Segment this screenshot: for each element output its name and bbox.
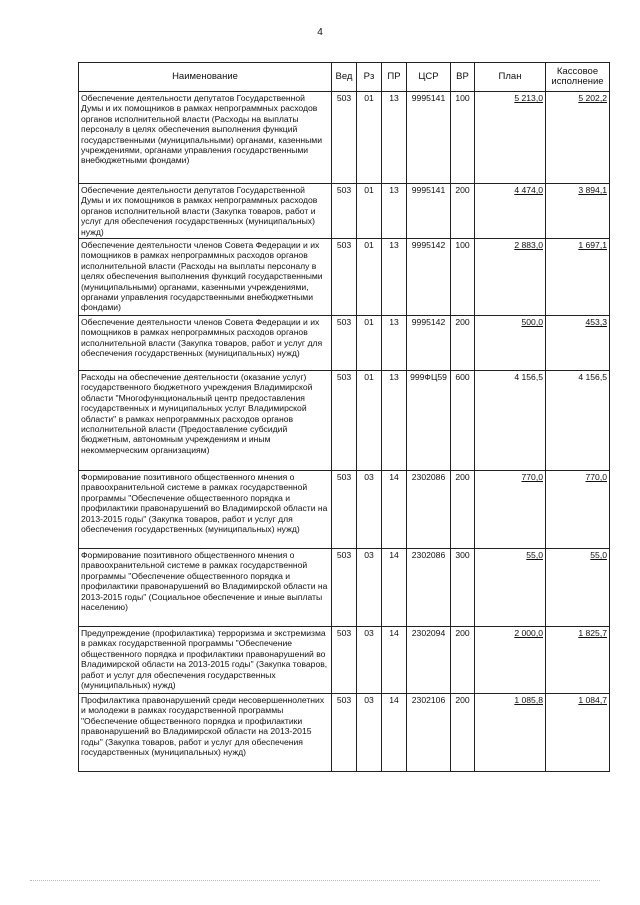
row-rz: 01 (357, 316, 382, 371)
row-kass (546, 549, 610, 627)
table-row (79, 371, 610, 471)
row-kass (546, 239, 610, 316)
header-pr: ПР (382, 63, 407, 92)
row-vr: 100 (451, 239, 475, 316)
row-pr: 13 (382, 184, 407, 239)
row-kass-value: 770,0 (585, 472, 607, 483)
row-name: Обеспечение деятельности членов Совета Федерации и их помощников в рамках непрограммных расходов органов исполнительной власти (Расходы на выплаты персоналу в целях обеспечения выполнения функций государственными (муниципальными) органами, казенными учреждениями, органами управления государственными внебюджетными фондами) (79, 239, 332, 316)
row-vr: 600 (451, 371, 475, 471)
row-ved: 503 (332, 627, 357, 694)
row-pr: 13 (382, 316, 407, 371)
row-kass (546, 694, 610, 772)
row-pr: 14 (382, 694, 407, 772)
row-name: Предупреждение (профилактика) терроризма и экстремизма в рамках государственной программы "Обеспечение общественного порядка и профилактики правонарушений во Владимирской области на 2013-2015 годы" (Закупка товаров, работ и услуг для обеспечения государственных (муниципальных) нужд) (79, 627, 332, 694)
row-name: Обеспечение деятельности депутатов Государственной Думы и их помощников в рамках непрограммных расходов органов исполнительной власти (Закупка товаров, работ и услуг для обеспечения государственных (муниципальных) нужд) (79, 184, 332, 239)
row-ved: 503 (332, 471, 357, 549)
row-csr: 2302086 (407, 549, 451, 627)
row-name: Формирование позитивного общественного мнения о правоохранительной системе в рамках государственной программы "Обеспечение общественного порядка и профилактики правонарушений во Владимирской области на 2013-2015 годы" (Закупка товаров, работ и услуг для обеспечения государственных (муниципальных) нужд) (79, 471, 332, 549)
row-ved: 503 (332, 239, 357, 316)
table-row (79, 184, 610, 239)
row-csr: 2302086 (407, 471, 451, 549)
table-row (79, 627, 610, 694)
row-plan-value: 500,0 (521, 317, 543, 328)
row-vr: 300 (451, 549, 475, 627)
row-kass (546, 92, 610, 184)
row-plan-value: 2 883,0 (514, 240, 543, 251)
row-csr: 9995142 (407, 316, 451, 371)
row-kass (546, 371, 610, 471)
table-row (79, 549, 610, 627)
row-kass (546, 184, 610, 239)
row-kass-value: 453,3 (585, 317, 607, 328)
row-name: Профилактика правонарушений среди несовершеннолетних и молодежи в рамках государственной программы "Обеспечение общественного порядка и профилактики правонарушений во Владимирской области на 2013-2015 годы" (Закупка товаров, работ и услуг для обеспечения государственных (муниципальных) нужд) (79, 694, 332, 772)
header-rz: Рз (357, 63, 382, 92)
row-kass-value: 5 202,2 (578, 93, 607, 103)
header-name: Наименование (79, 63, 332, 92)
row-plan-value: 4 156,5 (514, 372, 543, 383)
row-kass (546, 316, 610, 371)
row-ved: 503 (332, 371, 357, 471)
row-ved: 503 (332, 316, 357, 371)
row-vr: 200 (451, 184, 475, 239)
row-plan-value: 5 213,0 (514, 93, 543, 103)
row-pr: 13 (382, 92, 407, 184)
row-rz: 01 (357, 371, 382, 471)
row-kass (546, 627, 610, 694)
row-name: Обеспечение деятельности членов Совета Федерации и их помощников в рамках непрограммных расходов органов исполнительной власти (Закупка товаров, работ и услуг для обеспечения государственных (муниципальных) нужд) (79, 316, 332, 371)
row-plan-value: 770,0 (521, 472, 543, 483)
row-kass-value: 4 156,5 (578, 372, 607, 383)
header-kass: Кассовое исполнение (546, 63, 610, 92)
header-plan: План (475, 63, 546, 92)
row-ved: 503 (332, 694, 357, 772)
row-pr: 14 (382, 627, 407, 694)
row-kass-value: 1 084,7 (578, 695, 607, 706)
row-ved: 503 (332, 549, 357, 627)
row-pr: 14 (382, 549, 407, 627)
header-ved: Вед (332, 63, 357, 92)
page-number: 4 (317, 27, 323, 38)
row-plan (475, 471, 546, 549)
row-plan-value: 55,0 (526, 550, 543, 561)
row-plan (475, 184, 546, 239)
row-rz: 03 (357, 627, 382, 694)
row-plan (475, 694, 546, 772)
row-rz: 01 (357, 92, 382, 184)
row-csr: 9995142 (407, 239, 451, 316)
row-kass-value: 3 894,1 (578, 185, 607, 195)
row-name: Формирование позитивного общественного мнения о правоохранительной системе в рамках государственной программы "Обеспечение общественного порядка и профилактики правонарушений во Владимирской области на 2013-2015 годы" (Социальное обеспечение и иные выплаты населению) (79, 549, 332, 627)
row-kass-value: 1 697,1 (578, 240, 607, 251)
row-vr: 200 (451, 694, 475, 772)
row-name: Обеспечение деятельности депутатов Государственной Думы и их помощников в рамках непрограммных расходов органов исполнительной власти (Расходы на выплаты персоналу в целях обеспечения выполнения функций государственными (муниципальными) органами, казенными учреждениями, органами управления государственными внебюджетными фондами) (79, 92, 332, 184)
row-rz: 03 (357, 694, 382, 772)
row-plan-value: 2 000,0 (514, 628, 543, 639)
row-plan (475, 627, 546, 694)
row-plan (475, 92, 546, 184)
row-csr: 999ФЦ59 (407, 371, 451, 471)
header-csr: ЦСР (407, 63, 451, 92)
table-row (79, 316, 610, 371)
row-plan (475, 549, 546, 627)
row-kass-value: 1 825,7 (578, 628, 607, 639)
row-pr: 14 (382, 471, 407, 549)
scan-artifact-line (30, 880, 600, 881)
table-row (79, 694, 610, 772)
header-vr: ВР (451, 63, 475, 92)
row-csr: 9995141 (407, 92, 451, 184)
row-plan-value: 4 474,0 (514, 185, 543, 195)
row-ved: 503 (332, 92, 357, 184)
row-csr: 2302106 (407, 694, 451, 772)
row-kass (546, 471, 610, 549)
row-rz: 03 (357, 471, 382, 549)
budget-table (78, 62, 610, 772)
row-kass-value: 55,0 (590, 550, 607, 561)
row-vr: 200 (451, 471, 475, 549)
row-csr: 2302094 (407, 627, 451, 694)
row-rz: 03 (357, 549, 382, 627)
row-pr: 13 (382, 371, 407, 471)
row-vr: 200 (451, 316, 475, 371)
table-row (79, 239, 610, 316)
row-plan (475, 239, 546, 316)
row-vr: 200 (451, 627, 475, 694)
table-row (79, 92, 610, 184)
row-rz: 01 (357, 184, 382, 239)
row-rz: 01 (357, 239, 382, 316)
row-pr: 13 (382, 239, 407, 316)
table-row (79, 471, 610, 549)
row-csr: 9995141 (407, 184, 451, 239)
row-plan (475, 316, 546, 371)
row-plan (475, 371, 546, 471)
row-plan-value: 1 085,8 (514, 695, 543, 706)
row-name: Расходы на обеспечение деятельности (оказание услуг) государственного бюджетного учреждения Владимирской области "Многофункциональный центр предоставления государственных и муниципальных услуг Владимирской области" в рамках непрограммных расходов органов исполнительной власти (Предоставление субсидий бюджетным, автономным учреждениям и иным некоммерческим организациям) (79, 371, 332, 471)
row-vr: 100 (451, 92, 475, 184)
row-ved: 503 (332, 184, 357, 239)
table-header-row (79, 63, 610, 92)
